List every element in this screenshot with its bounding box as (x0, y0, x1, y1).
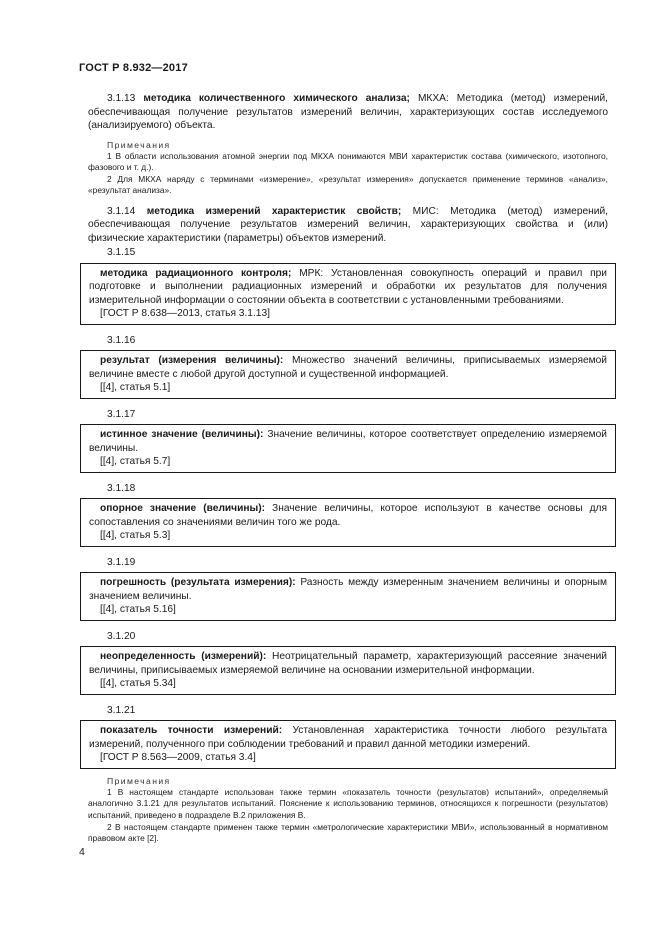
term-title: неопределенность (измерений): (100, 651, 267, 663)
term-source: [ГОСТ Р 8.638—2013, статья 3.1.13] (100, 308, 270, 320)
page-number: 4 (79, 846, 85, 858)
term-box-3-1-17 (80, 424, 616, 473)
term-text (89, 354, 607, 381)
term-number: 3.1.19 (107, 556, 136, 568)
term-source: [[4], статья 5.7] (100, 456, 171, 468)
term-title: методика измерений характеристик свойств; (146, 205, 402, 217)
term-title: показатель точности измерений: (100, 725, 283, 737)
document-header: ГОСТ Р 8.932—2017 (79, 62, 188, 74)
term-title: результат (измерения величины): (100, 355, 284, 367)
note-item: 2 Для МКХА наряду с терминами «измерение», «результат измерения» допускается применение терминов «анализ», «результат анализа». (88, 173, 608, 196)
term-title: истинное значение (величины): (100, 429, 264, 441)
notes-heading: Примечания (107, 139, 171, 150)
term-source: [[4], статья 5.3] (100, 530, 171, 542)
term-text (89, 428, 607, 455)
term-number: 3.1.15 (107, 247, 136, 259)
term-box-3-1-15 (80, 263, 616, 325)
term-box-3-1-19 (80, 572, 616, 621)
term-definition: Множество значений величины, приписываемых измеряемой величине вместе с любой другой доступной и существенной информацией. (89, 355, 607, 380)
term-text (89, 724, 607, 751)
term-number: 3.1.16 (107, 334, 136, 346)
term-title: методика количественного химического анализа; (143, 93, 410, 104)
term-3-1-13 (88, 92, 608, 133)
term-text (89, 650, 607, 677)
term-text (89, 267, 607, 308)
term-number: 3.1.20 (107, 630, 136, 642)
term-box-3-1-16 (80, 350, 616, 399)
term-definition: МРК: Установленная совокупность операций и правил при подготовке и выполнении радиационных измерений и обработки их результатов для получения измерительной информации о состоянии объекта в соответствии с установленными требованиями. (89, 267, 607, 306)
term-title: методика радиационного контроля; (100, 267, 292, 279)
term-number: 3.1.21 (107, 704, 136, 716)
term-text (89, 576, 607, 603)
term-number: 3.1.14 (107, 205, 136, 217)
term-box-3-1-18 (80, 498, 616, 547)
term-number: 3.1.18 (107, 482, 136, 494)
term-number: 3.1.13 (107, 93, 136, 104)
term-text (89, 502, 607, 529)
term-definition: Установленная характеристика точности любого результата измерений, полученного при соблюдении требований и правил данной методики измерений. (89, 725, 607, 750)
term-box-3-1-21 (80, 720, 616, 769)
notes-heading: Примечания (107, 775, 171, 786)
term-definition: Значение величины, которое соответствует определению измеряемой величины. (89, 429, 607, 454)
term-definition: Значение величины, которое используют в качестве основы для сопоставления со значениями величин того же рода. (89, 503, 607, 528)
term-source: [[4], статья 5.16] (100, 604, 176, 616)
term-3-1-14 (88, 205, 608, 246)
term-box-3-1-20 (80, 646, 616, 695)
document-body (88, 92, 608, 845)
term-definition: МИС: Методика (метод) измерений, обеспечивающая получение результатов измерений величин, характеризующих свойства и (или) физические характеристики (параметры) объектов измерений. (88, 205, 608, 244)
term-number: 3.1.17 (107, 408, 136, 420)
note-item: 2 В настоящем стандарте применен также термин «метрологические характеристики МВИ», использованный в нормативном правовом акте [2]. (88, 821, 608, 844)
term-source: [ГОСТ Р 8.563—2009, статья 3.4] (100, 752, 256, 764)
term-title: опорное значение (величины): (100, 503, 265, 515)
notes-block-1 (88, 139, 608, 197)
term-title: погрешность (результата измерения): (100, 577, 296, 589)
term-definition: Неотрицательный параметр, характеризующий рассеяние значений величины, приписываемых измеряемой величине на основании измерительной информации. (89, 651, 607, 676)
term-definition: Разность между измеренным значением величины и опорным значением величины. (89, 577, 607, 602)
note-item: 1 В настоящем стандарте использован также термин «показатель точности (результатов) испытаний», определяемый аналогично 3.1.21 для результатов испытаний. Пояснение к использованию терминов, относящихся к погрешности (результатов) испытаний, приведено в подразделе В.2 приложения В. (88, 786, 608, 821)
term-source: [[4], статья 5.34] (100, 678, 176, 690)
term-source: [[4], статья 5.1] (100, 382, 171, 394)
notes-block-2 (88, 775, 608, 845)
term-definition: МКХА: Методика (метод) измерений, обеспечивающая получение результатов измерений величин, характеризующих состав исследуемого (анализируемого) объекта. (88, 93, 608, 131)
note-item: 1 В области использования атомной энергии под МКХА понимаются МВИ характеристик состава (химического, изотопного, фазового и т. д.). (88, 150, 608, 173)
